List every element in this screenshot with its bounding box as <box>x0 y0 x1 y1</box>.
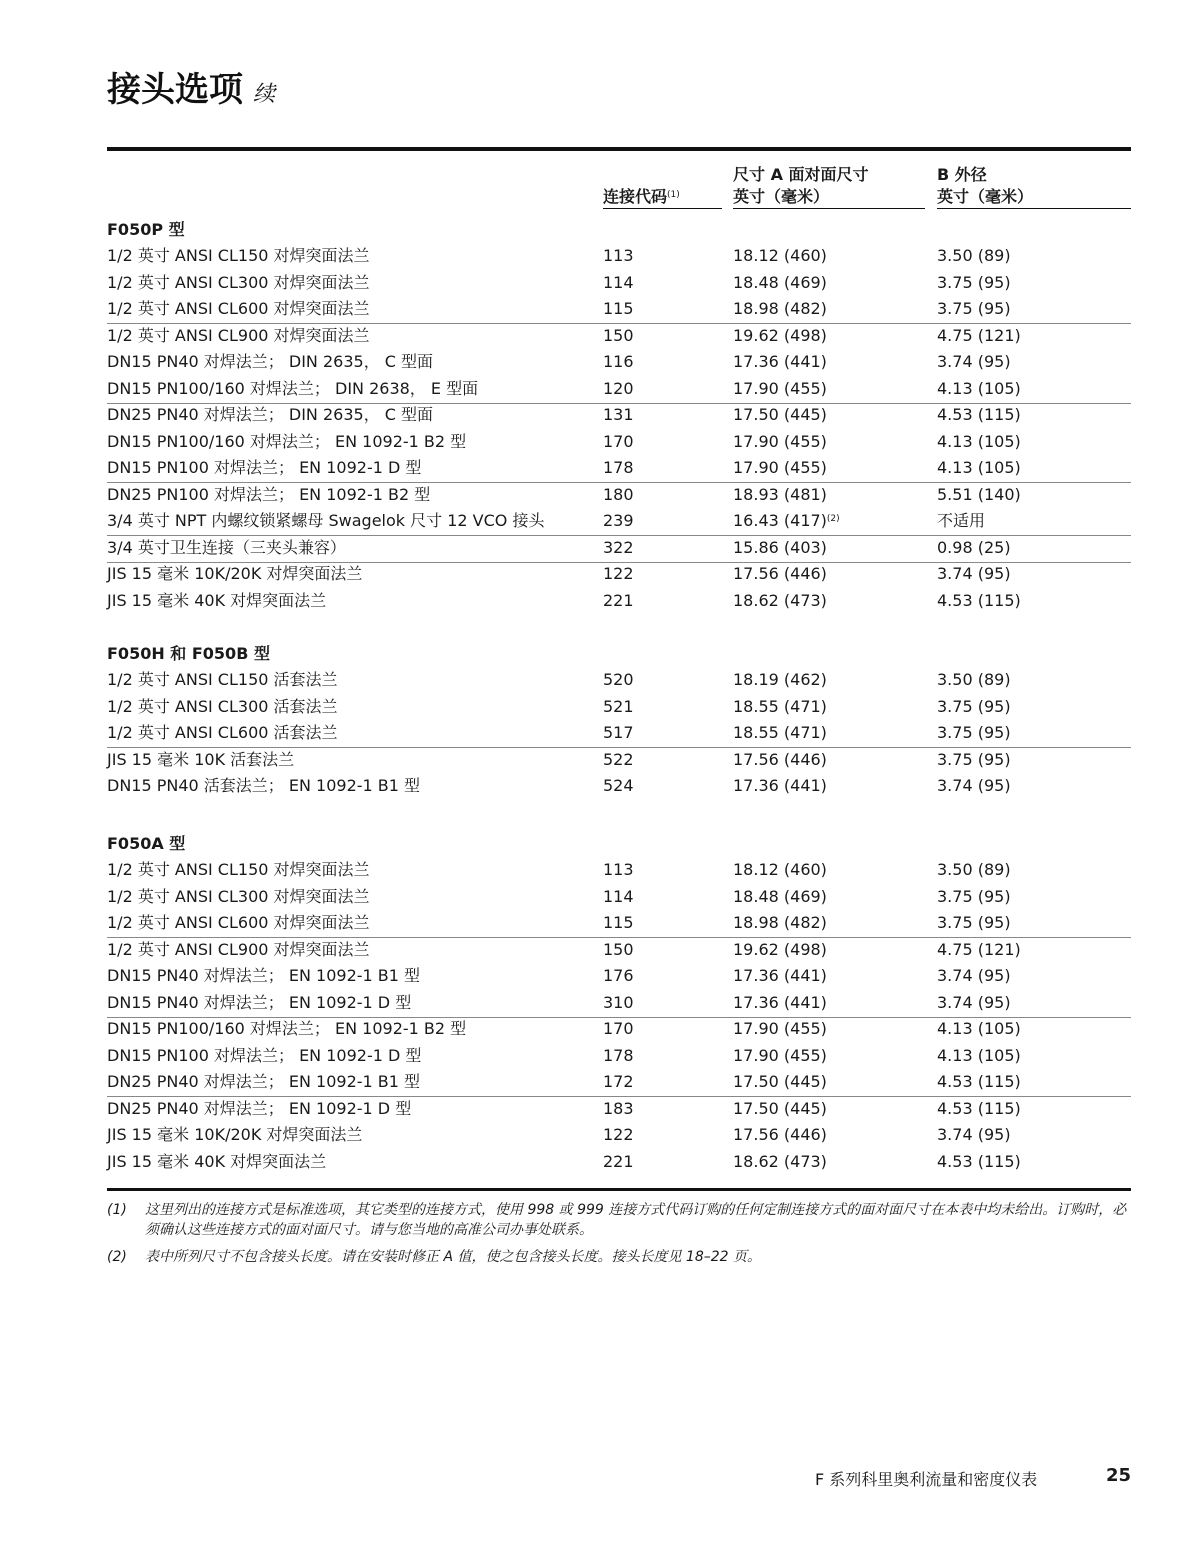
connection-description-text: DN15 PN40 对焊法兰； EN 1092-1 B1 型 <box>107 966 421 985</box>
dimension-a-text: 19.62 (498) <box>733 325 827 345</box>
page-number: 25 <box>1106 1465 1132 1486</box>
dimension-a-text: 17.90 (455) <box>733 1045 827 1065</box>
dimension-b <box>937 402 1021 428</box>
connection-code <box>603 482 634 508</box>
connection-code-text: 183 <box>603 1098 634 1118</box>
connection-code <box>603 1043 634 1069</box>
connection-code-text: 113 <box>603 860 634 879</box>
connection-code-text: 114 <box>603 886 634 906</box>
footnote-2-number: (2) <box>107 1249 127 1265</box>
dimension-b-text: 4.13 (105) <box>937 1045 1021 1065</box>
connection-code-text: 170 <box>603 1019 634 1038</box>
connection-description <box>107 561 362 587</box>
connection-code <box>603 243 634 269</box>
dimension-a-text: 18.55 (471) <box>733 723 827 742</box>
dimension-b <box>937 429 1021 455</box>
dimension-a-text: 17.36 (441) <box>733 776 827 795</box>
connection-code <box>603 561 634 587</box>
connection-code <box>603 508 634 534</box>
connection-description <box>107 667 338 693</box>
connection-description-text: 1/2 英寸 ANSI CL300 对焊突面法兰 <box>107 886 370 906</box>
dimension-a <box>733 773 827 799</box>
connection-code-text: 178 <box>603 1045 634 1065</box>
header-dim-b-underline <box>937 208 1131 209</box>
title-suffix: 续 <box>253 82 276 107</box>
dimension-a <box>733 667 827 693</box>
connection-code-text: 114 <box>603 272 634 292</box>
connection-code-text: 170 <box>603 431 634 451</box>
connection-code <box>603 910 634 936</box>
header-dim-b <box>937 164 1033 208</box>
connection-description <box>107 349 433 375</box>
connection-description-text: DN15 PN100/160 对焊法兰； DIN 2638， E 型面 <box>107 378 479 398</box>
dimension-b <box>937 857 1011 883</box>
dimension-a-text: 18.62 (473) <box>733 1151 827 1171</box>
connection-code-text: 520 <box>603 670 634 689</box>
dimension-a <box>733 963 827 989</box>
header-dim-a <box>733 164 869 208</box>
table-bottom-rule <box>107 1188 1131 1191</box>
dimension-a-text: 18.12 (460) <box>733 860 827 879</box>
dimension-a-text: 17.90 (455) <box>733 378 827 398</box>
dimension-b <box>937 323 1021 349</box>
dimension-a-text: 18.12 (460) <box>733 246 827 265</box>
connection-code <box>603 990 634 1016</box>
dimension-b <box>937 773 1011 799</box>
header-code <box>603 186 680 208</box>
dimension-b-text: 4.53 (115) <box>937 590 1021 610</box>
connection-description <box>107 508 544 534</box>
dimension-b <box>937 482 1021 508</box>
connection-description <box>107 243 370 269</box>
dimension-b <box>937 455 1021 481</box>
connection-code <box>603 376 634 402</box>
connection-code <box>603 773 634 799</box>
connection-description-text: DN15 PN40 对焊法兰； DIN 2635， C 型面 <box>107 352 434 371</box>
connection-description-text: DN15 PN100 对焊法兰； EN 1092-1 D 型 <box>107 458 422 477</box>
connection-code <box>603 1096 634 1122</box>
dimension-a <box>733 535 827 561</box>
dimension-b <box>937 296 1011 322</box>
dimension-a-text: 18.93 (481) <box>733 484 827 504</box>
dimension-a <box>733 482 827 508</box>
dimension-a-text: 18.55 (471) <box>733 696 827 716</box>
dimension-a-text: 17.90 (455) <box>733 458 827 477</box>
dimension-b <box>937 1043 1021 1069</box>
connection-description <box>107 270 370 296</box>
dimension-b-text: 3.74 (95) <box>937 966 1011 985</box>
connection-description <box>107 323 370 349</box>
dimension-a <box>733 857 827 883</box>
dimension-b-text: 3.75 (95) <box>937 696 1011 716</box>
dimension-b <box>937 1096 1021 1122</box>
connection-code-text: 113 <box>603 246 634 265</box>
dimension-a-text: 18.48 (469) <box>733 272 827 292</box>
dimension-a <box>733 429 827 455</box>
dimension-b <box>937 937 1021 963</box>
connection-description-text: DN25 PN100 对焊法兰； EN 1092-1 B2 型 <box>107 484 431 504</box>
connection-code-text: 172 <box>603 1072 634 1091</box>
footnote-1-text: 这里列出的连接方式是标准选项，其它类型的连接方式，使用 998 或 999 连接方式代码订购的任何定制连接方式的面对面尺寸在本表中均未给出。订购时，必须确认这些连接方式的面对面尺寸。请与您当地的高准公司办事处联系。 <box>145 1202 1127 1238</box>
connection-description-text: DN15 PN40 活套法兰； EN 1092-1 B1 型 <box>107 776 421 795</box>
connection-description <box>107 429 466 455</box>
dimension-b <box>937 270 1011 296</box>
dimension-b-text: 4.13 (105) <box>937 378 1021 398</box>
dimension-b <box>937 720 1011 746</box>
connection-code-text: 221 <box>603 590 634 610</box>
dimension-b-text: 4.53 (115) <box>937 1098 1021 1118</box>
connection-code <box>603 1149 634 1175</box>
connection-code <box>603 720 634 746</box>
dimension-b-text: 4.13 (105) <box>937 1019 1021 1038</box>
dimension-b <box>937 910 1011 936</box>
connection-code-text: 116 <box>603 352 634 371</box>
connection-code-text: 180 <box>603 484 634 504</box>
dimension-b <box>937 349 1011 375</box>
connection-code <box>603 535 634 561</box>
connection-code-text: 122 <box>603 1125 634 1144</box>
connection-code-text: 150 <box>603 325 634 345</box>
connection-description <box>107 747 294 773</box>
dimension-a <box>733 720 827 746</box>
connection-code <box>603 296 634 322</box>
connection-description <box>107 1043 421 1069</box>
connection-code-text: 221 <box>603 1151 634 1171</box>
connection-code-text: 150 <box>603 939 634 959</box>
connection-description <box>107 1069 420 1095</box>
dimension-a-text: 17.90 (455) <box>733 431 827 451</box>
connection-description <box>107 773 420 799</box>
dimension-b <box>937 747 1011 773</box>
connection-code-text: 120 <box>603 378 634 398</box>
connection-description-text: DN15 PN100/160 对焊法兰； EN 1092-1 B2 型 <box>107 431 467 451</box>
connection-code-text: 115 <box>603 299 634 318</box>
connection-code-text: 178 <box>603 458 634 477</box>
connection-description-text: 1/2 英寸 ANSI CL900 对焊突面法兰 <box>107 939 370 959</box>
connection-code-text: 239 <box>603 511 634 530</box>
dimension-b-text: 3.75 (95) <box>937 886 1011 906</box>
dimension-a-text: 17.50 (445) <box>733 1072 827 1091</box>
connection-description-text: 1/2 英寸 ANSI CL300 对焊突面法兰 <box>107 272 370 292</box>
dimension-a <box>733 243 827 269</box>
connection-code-text: 131 <box>603 405 634 424</box>
dimension-a-text: 18.62 (473) <box>733 590 827 610</box>
dimension-b-text: 3.75 (95) <box>937 913 1011 932</box>
dimension-a <box>733 588 827 614</box>
connection-description-text: 1/2 英寸 ANSI CL600 活套法兰 <box>107 723 338 742</box>
dimension-b-text: 不适用 <box>937 511 986 530</box>
connection-code-text: 322 <box>603 537 634 557</box>
header-dim-a-underline <box>733 208 925 209</box>
dimension-b-text: 4.13 (105) <box>937 431 1021 451</box>
dimension-b <box>937 1069 1021 1095</box>
footnote-1-number: (1) <box>107 1202 127 1218</box>
page-title <box>107 62 275 111</box>
dimension-a <box>733 561 827 587</box>
connection-code <box>603 694 634 720</box>
connection-description-text: JIS 15 毫米 10K 活套法兰 <box>107 749 295 769</box>
dimension-b <box>937 376 1021 402</box>
dimension-b-text: 4.75 (121) <box>937 325 1021 345</box>
dimension-b-text: 4.75 (121) <box>937 939 1021 959</box>
connection-code <box>603 667 634 693</box>
connection-description <box>107 963 420 989</box>
header-dim-a-line1: 尺寸 A 面对面尺寸 <box>733 165 869 184</box>
connection-code <box>603 270 634 296</box>
connection-description <box>107 937 370 963</box>
connection-description-text: 1/2 英寸 ANSI CL600 对焊突面法兰 <box>107 913 370 932</box>
dimension-b-text: 0.98 (25) <box>937 537 1011 557</box>
dimension-b-text: 3.50 (89) <box>937 670 1011 689</box>
connection-description-text: DN15 PN40 对焊法兰； EN 1092-1 D 型 <box>107 992 412 1012</box>
connection-description-text: 1/2 英寸 ANSI CL150 对焊突面法兰 <box>107 246 370 265</box>
dimension-a <box>733 402 827 428</box>
connection-description <box>107 910 370 936</box>
header-dim-b-line2: 英寸（毫米） <box>937 187 1034 206</box>
dimension-b <box>937 1122 1011 1148</box>
dimension-b-text: 3.74 (95) <box>937 1125 1011 1144</box>
dimension-a-text: 17.36 (441) <box>733 966 827 985</box>
dimension-a <box>733 694 827 720</box>
connection-code <box>603 455 634 481</box>
dimension-a-text: 18.48 (469) <box>733 886 827 906</box>
dimension-b-text: 3.75 (95) <box>937 723 1011 742</box>
dimension-b-text: 3.75 (95) <box>937 299 1011 318</box>
dimension-a <box>733 747 827 773</box>
connection-description <box>107 1096 411 1122</box>
dimension-a <box>733 990 827 1016</box>
dimension-b <box>937 990 1011 1016</box>
connection-code <box>603 588 634 614</box>
dimension-b <box>937 694 1011 720</box>
connection-description <box>107 694 338 720</box>
dimension-b-text: 4.53 (115) <box>937 405 1021 424</box>
connection-description-text: 1/2 英寸 ANSI CL150 对焊突面法兰 <box>107 860 370 879</box>
connection-description-text: 3/4 英寸 NPT 内螺纹锁紧螺母 Swagelok 尺寸 12 VCO 接头 <box>107 511 545 530</box>
header-dim-a-line2: 英寸（毫米） <box>733 187 830 206</box>
dimension-b-text: 3.74 (95) <box>937 564 1011 583</box>
connection-description-text: DN15 PN100 对焊法兰； EN 1092-1 D 型 <box>107 1045 422 1065</box>
footnote-2-text: 表中所列尺寸不包含接头长度。请在安装时修正 A 值，使之包含接头长度。接头长度见 18–22 页。 <box>145 1249 762 1265</box>
table-top-rule <box>107 147 1131 151</box>
connection-description <box>107 720 338 746</box>
dimension-a-text: 17.90 (455) <box>733 1019 827 1038</box>
connection-description-text: DN25 PN40 对焊法兰； DIN 2635， C 型面 <box>107 405 434 424</box>
footer-title: F 系列科里奥利流量和密度仪表 <box>815 1470 1038 1489</box>
connection-code <box>603 349 634 375</box>
title-text: 接头选项 <box>107 70 243 110</box>
connection-description <box>107 990 411 1016</box>
dimension-a <box>733 937 827 963</box>
dimension-a-text: 16.43 (417) <box>733 511 827 530</box>
dimension-b-text: 3.50 (89) <box>937 246 1011 265</box>
dimension-b-text: 3.74 (95) <box>937 776 1011 795</box>
connection-description <box>107 588 326 614</box>
dimension-a <box>733 1069 827 1095</box>
dimension-a-text: 17.36 (441) <box>733 352 827 371</box>
dimension-b <box>937 535 1011 561</box>
dimension-b-text: 3.50 (89) <box>937 860 1011 879</box>
dimension-a-text: 17.36 (441) <box>733 992 827 1012</box>
dimension-b-text: 3.75 (95) <box>937 749 1011 769</box>
connection-description-text: DN25 PN40 对焊法兰； EN 1092-1 B1 型 <box>107 1072 421 1091</box>
dimension-a <box>733 296 827 322</box>
connection-description <box>107 1149 326 1175</box>
connection-description-text: JIS 15 毫米 10K/20K 对焊突面法兰 <box>107 1125 363 1144</box>
dimension-a <box>733 323 827 349</box>
connection-code <box>603 1016 634 1042</box>
dimension-a-text: 17.56 (446) <box>733 1125 827 1144</box>
dimension-a-text: 17.56 (446) <box>733 564 827 583</box>
connection-description <box>107 402 433 428</box>
connection-description <box>107 857 370 883</box>
dimension-a <box>733 508 840 534</box>
dimension-a <box>733 376 827 402</box>
connection-description <box>107 296 370 322</box>
dimension-a-text: 18.19 (462) <box>733 670 827 689</box>
connection-code-text: 517 <box>603 723 634 742</box>
connection-code <box>603 1122 634 1148</box>
connection-description-text: 1/2 英寸 ANSI CL900 对焊突面法兰 <box>107 325 370 345</box>
dimension-b <box>937 243 1011 269</box>
connection-description-text: 1/2 英寸 ANSI CL150 活套法兰 <box>107 670 338 689</box>
dimension-a-text: 19.62 (498) <box>733 939 827 959</box>
connection-description-text: 3/4 英寸卫生连接（三夹头兼容） <box>107 537 346 557</box>
section-heading: F050P 型 <box>107 220 185 239</box>
connection-code-text: 115 <box>603 913 634 932</box>
dimension-a-text: 17.50 (445) <box>733 1098 827 1118</box>
connection-description <box>107 884 370 910</box>
connection-code <box>603 1069 634 1095</box>
dimension-b-text: 4.13 (105) <box>937 458 1021 477</box>
dimension-b-text: 4.53 (115) <box>937 1151 1021 1171</box>
connection-description-text: 1/2 英寸 ANSI CL600 对焊突面法兰 <box>107 299 370 318</box>
connection-code-text: 176 <box>603 966 634 985</box>
dimension-b <box>937 1149 1021 1175</box>
dimension-b-text: 4.53 (115) <box>937 1072 1021 1091</box>
dimension-a <box>733 1043 827 1069</box>
connection-description <box>107 535 346 561</box>
connection-code <box>603 747 634 773</box>
dimension-b-text: 3.75 (95) <box>937 272 1011 292</box>
dimension-a <box>733 1096 827 1122</box>
section-heading: F050H 和 F050B 型 <box>107 644 270 663</box>
connection-description-text: DN15 PN100/160 对焊法兰； EN 1092-1 B2 型 <box>107 1019 467 1038</box>
connection-code-text: 122 <box>603 564 634 583</box>
header-dim-b-line1: B 外径 <box>937 165 987 184</box>
connection-code <box>603 429 634 455</box>
connection-code-text: 522 <box>603 749 634 769</box>
dimension-a <box>733 1016 827 1042</box>
connection-description <box>107 455 421 481</box>
dimension-a <box>733 455 827 481</box>
dimension-a-footnote: (2) <box>826 514 840 524</box>
dimension-a-text: 15.86 (403) <box>733 537 827 557</box>
dimension-a <box>733 270 827 296</box>
dimension-b-text: 3.74 (95) <box>937 352 1011 371</box>
connection-description-text: DN25 PN40 对焊法兰； EN 1092-1 D 型 <box>107 1098 412 1118</box>
connection-code <box>603 884 634 910</box>
connection-description-text: JIS 15 毫米 40K 对焊突面法兰 <box>107 590 327 610</box>
dimension-b-text: 5.51 (140) <box>937 484 1021 504</box>
dimension-a-text: 18.98 (482) <box>733 913 827 932</box>
dimension-b <box>937 588 1021 614</box>
dimension-a <box>733 884 827 910</box>
connection-code-text: 310 <box>603 992 634 1012</box>
header-code-underline <box>603 208 722 209</box>
connection-description <box>107 1122 362 1148</box>
dimension-b <box>937 1016 1021 1042</box>
dimension-b <box>937 963 1011 989</box>
dimension-a <box>733 1122 827 1148</box>
connection-code <box>603 937 634 963</box>
connection-code-text: 521 <box>603 696 634 716</box>
section-heading: F050A 型 <box>107 834 186 853</box>
connection-description-text: 1/2 英寸 ANSI CL300 活套法兰 <box>107 696 338 716</box>
dimension-b <box>937 561 1011 587</box>
connection-code-text: 524 <box>603 776 634 795</box>
dimension-a <box>733 1149 827 1175</box>
connection-description-text: JIS 15 毫米 10K/20K 对焊突面法兰 <box>107 564 363 583</box>
dimension-b <box>937 667 1011 693</box>
connection-code <box>603 857 634 883</box>
dimension-a <box>733 349 827 375</box>
connection-code <box>603 963 634 989</box>
header-code-label: 连接代码 <box>603 187 668 206</box>
connection-description-text: JIS 15 毫米 40K 对焊突面法兰 <box>107 1151 327 1171</box>
dimension-a <box>733 910 827 936</box>
connection-code <box>603 323 634 349</box>
connection-code <box>603 402 634 428</box>
dimension-b <box>937 884 1011 910</box>
connection-description <box>107 376 478 402</box>
dimension-a-text: 17.50 (445) <box>733 405 827 424</box>
dimension-a-text: 17.56 (446) <box>733 749 827 769</box>
header-code-footnote: (1) <box>667 190 680 200</box>
connection-description <box>107 482 430 508</box>
connection-description <box>107 1016 466 1042</box>
dimension-b-text: 3.74 (95) <box>937 992 1011 1012</box>
dimension-b <box>937 508 985 534</box>
dimension-a-text: 18.98 (482) <box>733 299 827 318</box>
